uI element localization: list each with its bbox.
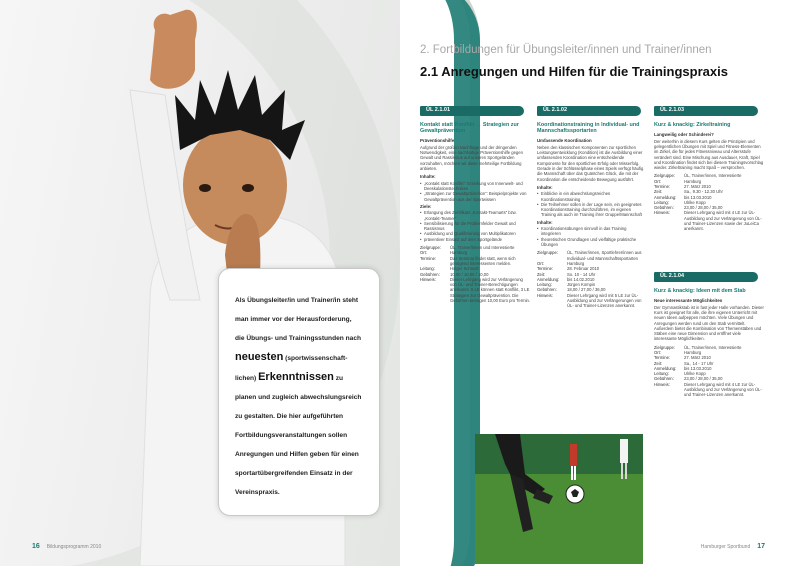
quote-line: die Übungs- und Trainingsstunden nach [235, 335, 362, 342]
list-item: • Einblicke in ein abwechslungsreiches Koordinationstraining [537, 191, 647, 202]
info-key: Zeit: [537, 271, 546, 277]
course-title: Kurz & knackig: Zirkeltraining [654, 122, 731, 128]
info-key: Zielgruppe: [537, 250, 558, 256]
course-code-badge: ÜL 2.1.02 [537, 106, 641, 116]
list-item: • Die Teilnehmer sollen in der Lage sein, ein geeignetes Koordinationstraining durchzuführen, im eigenen Training als auch im Training ihrer Gruppe/Mannschaft [537, 202, 647, 218]
info-value: ÜL, Trainer/innen, Sportlehrer/innen aus Individual- und Mannschaftssportarten [567, 250, 642, 261]
list-item: • theoretischen Grundlagen und vielfältige praktische Übungen [537, 237, 647, 248]
info-value: Das Seminar findet statt, wenn sich genügend Interessenten melden. [450, 255, 516, 266]
info-key: Termine: [420, 255, 437, 261]
info-key: Zielgruppe: [420, 245, 441, 251]
info-value: Dieser Lehrgang wird mit 5 LE zur ÜL-Ausbildung und zur Verlängerungen von ÜL- und Trainer-Lizenzen anerkannt. [567, 292, 642, 309]
info-value: bis 14.02.2010 [567, 276, 595, 282]
info-key: Leitung: [537, 282, 552, 288]
course-goals [537, 226, 647, 247]
quote-text [235, 291, 369, 502]
page-number: 16 [32, 543, 40, 550]
course-code-badge: ÜL 2.1.04 [654, 272, 758, 282]
info-value: 23,00 / 28,00 / 35,00 [684, 205, 723, 211]
info-value: Holger Schmidt [450, 266, 479, 272]
info-value: Dieser Lehrgang wird zur Verlängerung von ÜL- und Trainer-Berechtigungen anerkannt. 5 LE können statt Konflikt, 3 LE Strategien zur Gewaltprävention. Die Gebühren betragen 10,00 Euro pro Termin. [450, 276, 531, 304]
course-subheading: Neue interessante Möglichkeiten [654, 298, 723, 304]
info-key: Ort: [654, 349, 661, 355]
list-item: • präventiver Einsatz auf dem Sportgelände [420, 237, 530, 242]
info-value: Hamburg [567, 260, 585, 266]
course-intro: Der Gymnastikstab ist in fast jeder Halle vorhanden. Dieser Kurs ist geeignet für alle, die ihre eigenen Unterricht mit neuen Ideen aufpeppen möchten. Viele Übungen und Anregungen werden rund um den Stab vermittelt. Außerdem bietet die Kombination von Themenstäben und Stäben eine neue Dimension und eröffnet viele interessante Möglichkeiten. [654, 304, 764, 342]
info-key: Termine: [654, 183, 671, 189]
course-subheading: Umfassende Koordination [537, 138, 592, 144]
quote-line: planen und zugleich abwechslungsreich [235, 394, 362, 401]
right-page [400, 0, 800, 566]
course-title: Kurz & knackig: Ideen mit dem Stab [654, 288, 746, 294]
info-value: Dieser Lehrgang wird mit 4 LE zur ÜL-Ausbildung und zur Verlängerung von ÜL- und Trainer-Lizenzen anerkannt. [684, 381, 762, 398]
list-item: • Erlangung des Zertifikats „Kontakt-Teamarts“ bzw. „Kontakt-Teamer“ [420, 210, 530, 221]
quote-line: Anregungen und Hilfen geben für einen [235, 451, 359, 458]
page-footer-left [32, 543, 101, 550]
info-key: Termine: [654, 355, 671, 361]
info-value: bis 13.03.2010 [684, 194, 712, 200]
course-contents [537, 191, 647, 217]
info-value: Hamburg [684, 178, 702, 184]
info-value: Hamburg [450, 250, 468, 256]
info-value: Dieser Lehrgang wird mit 4 LE zur ÜL-Ausbildung und zur Verlängerung von ÜL- und Trainer-Lizenzen sowie der JuLeiCa anerkannt. [684, 210, 762, 232]
info-key: Anmeldung: [654, 194, 677, 200]
course-title: Koordinationstraining in Individual- und Mannschaftssportarten [537, 122, 640, 135]
info-value: 10,00 / 10,00 / 10,00 [450, 271, 489, 277]
info-value: Sa., 9.30 - 12.30 Uhr [684, 189, 723, 195]
subsection-title: 2.1 Anregungen und Hilfen für die Trainingspraxis [420, 64, 728, 79]
course-column [420, 106, 530, 303]
info-value: 28. Februar 2010 [567, 266, 600, 272]
course-code-badge: ÜL 2.1.01 [420, 106, 524, 116]
course-info [654, 173, 764, 231]
section-title: 2. Fortbildungen für Übungsleiter/innen und Trainer/innen [420, 44, 712, 56]
quote-line [235, 348, 369, 368]
list-item: • „Kontakt statt Konflikt“: Erziehung von Innenwelt- und Deeskalationstechniken [420, 181, 530, 192]
quote-line: Fortbildungsveranstaltungen sollen [235, 432, 348, 439]
course-title: Kontakt statt Konflikt → Strategien zur Gewaltprävention [420, 122, 519, 135]
info-value: 18,00 / 27,00 / 36,00 [567, 287, 606, 293]
quote-line [235, 368, 369, 388]
course-code-badge: ÜL 2.1.03 [654, 106, 758, 116]
course-column [537, 106, 647, 309]
course-intro: Aufgrund der großen Nachfrage und der dringenden Notwendigkeit, eine nachhaltige Präventionshilfe gegen Gewalt und Rassismus auf unseren Sportgeländen vorzuhalten, möchten wir diese mehrteilige Fortbildung anbieten. [420, 144, 523, 171]
info-key: Anmeldung: [654, 365, 677, 371]
quote-emphasis: neuesten [235, 351, 284, 363]
info-key: Gebühren: [654, 205, 674, 211]
info-value: 27. März 2010 [684, 355, 711, 361]
list-item: • Koordinationsübungen sinnvoll in das Training integrieren [537, 226, 647, 237]
course-goals [420, 210, 530, 242]
footer-text: Hamburger Sportbund [700, 544, 751, 550]
quote-line: zu gestalten. Die hier aufgeführten [235, 413, 344, 420]
course-info [420, 245, 530, 303]
info-key: Ort: [420, 250, 427, 256]
quote-line: Vereinspraxis. [235, 489, 280, 496]
info-key: Zielgruppe: [654, 173, 675, 179]
course-subheading: Langweilig oder Schinderei? [654, 132, 714, 138]
quote-line: man immer vor der Herausforderung, [235, 316, 352, 323]
course-intro: Neben den klassischen Komponenten zur sportlichen Leistungsentwicklung (Kondition) ist die Ausbildung einer umfassenden Koordination eine entscheidende Komponente für den sportlichen Erfolg oder Misserfolg. Gerade in der Schlüsselphase eines Spiels verfügt häufig die Mannschaft über das Quäntchen Glück, die mit der Koordination die entscheidende Bewegung ausführt. [537, 144, 644, 182]
info-key: Hinweis: [654, 381, 670, 387]
info-value: So. 10 - 14 Uhr [567, 271, 596, 277]
quote-fragment: zu [333, 375, 344, 382]
course-info [654, 345, 764, 398]
course-contents [420, 181, 530, 202]
course-subheading: Inhalte: [420, 174, 436, 180]
info-key: Ort: [537, 260, 544, 266]
info-key: Gebühren: [537, 287, 557, 293]
info-value: Hamburg [684, 349, 702, 355]
info-key: Gebühren: [654, 376, 674, 382]
list-item: • „Strategien zur Gewaltprävention“: Beispielprojekte von Gewaltprävention aus der Sportwissen [420, 191, 530, 202]
quote-line: sportartübergreifenden Einsatz in der [235, 470, 353, 477]
info-key: Hinweis: [654, 210, 670, 216]
quote-box [218, 268, 380, 516]
course-intro: Der weiterhin in diesem Kurs gelten die Prinzipien und gelegentlichen Übungen mit Spiel und Fitness-Elementen im Zirkel, die für jedes Fitnessniveau und Altersstufe verändert sind. Eine Mischung aus Ausdauer, Kraft, Spiel und Koordination findet sich bei diesem Trainingsvorschlag wieder. Zirkeltraining macht Spaß – versprochen. [654, 138, 764, 171]
course-subheading: Inhalte: [537, 219, 553, 225]
info-key: Leitung: [420, 266, 435, 272]
info-value: 27. März 2010 [684, 183, 711, 189]
page-number: 17 [757, 543, 765, 550]
info-value: bis 13.03.2010 [684, 365, 712, 371]
quote-line: Als Übungsleiter/in und Trainer/in steht [235, 297, 359, 304]
info-key: Leitung: [654, 371, 669, 377]
list-item: • Ausbildung und Qualifizierung von Multiplikatoren [420, 231, 530, 236]
course-subheading: Inhalte: [537, 184, 553, 190]
info-value: Jürgen Kompin [567, 282, 596, 288]
info-key: Zielgruppe: [654, 344, 675, 350]
course-column [654, 272, 764, 398]
quote-fragment: (sportwissenschaft- [283, 355, 348, 362]
info-key: Anmeldung: [537, 276, 560, 282]
info-value: ÜL, Trainer/innen, Interessierte [684, 173, 742, 179]
list-item: • Sensibilisierung für die Problemfelder Gewalt und Rassismus [420, 221, 530, 232]
info-value: Ulrike Kopp [684, 371, 706, 377]
info-value: ÜL, Trainer/innen und Interessierte [450, 245, 515, 251]
info-value: 23,00 / 28,00 / 35,00 [684, 376, 723, 382]
info-value: Sa., 14 - 17 Uhr [684, 360, 714, 366]
footer-text: Bildungsprogramm 2010 [46, 544, 102, 550]
quote-fragment: lichen) [235, 375, 259, 382]
course-column [654, 106, 764, 232]
info-key: Hinweis: [537, 292, 553, 298]
info-value: ÜL, Trainer/innen, Interessierte [684, 344, 742, 350]
course-info [537, 250, 647, 308]
info-key: Zeit: [654, 360, 663, 366]
info-key: Gebühren: [420, 271, 440, 277]
soccer-photo [475, 434, 643, 564]
info-key: Leitung: [654, 199, 669, 205]
course-subheading: Ziele: [420, 203, 432, 209]
info-key: Ort: [654, 178, 661, 184]
info-key: Hinweis: [420, 276, 436, 282]
course-subheading: Präventionshilfe [420, 138, 455, 144]
info-key: Zeit: [654, 189, 663, 195]
info-key: Termine: [537, 266, 554, 272]
quote-emphasis: Erkenntnissen [258, 371, 334, 383]
info-value: Ulrike Kopp [684, 199, 706, 205]
page-footer-right [701, 543, 770, 550]
